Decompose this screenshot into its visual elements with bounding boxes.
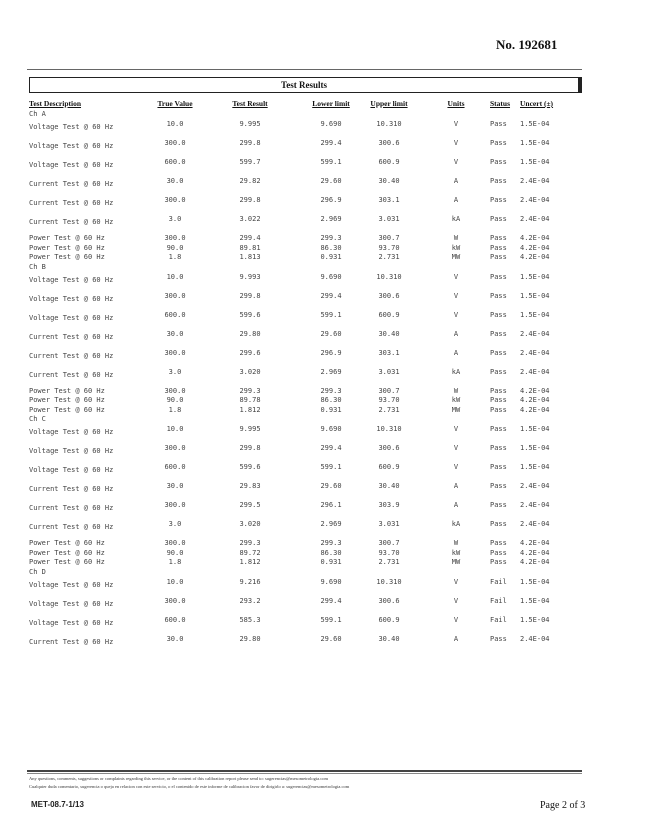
lower-limit-cell: 296.1 [320, 501, 342, 509]
header-uncert: Uncert (±) [520, 99, 554, 108]
test-result-cell: 9.993 [239, 272, 261, 281]
upper-limit-cell: 2.731 [378, 558, 400, 566]
true-value-cell: 90.0 [166, 396, 184, 404]
upper-limit-cell: 300.6 [378, 139, 400, 147]
test-result-cell: 3.022 [239, 215, 261, 223]
test-result-cell: 9.995 [239, 425, 261, 433]
test-result-cell: 299.8 [239, 139, 261, 147]
upper-limit-cell: 600.9 [378, 463, 400, 471]
lower-limit-cell: 0.931 [320, 405, 342, 414]
channel-label: Ch A [29, 110, 46, 118]
units-cell: kA [451, 520, 461, 528]
header-description: Test Description [29, 99, 82, 108]
lower-limit-cell: 9.690 [320, 577, 342, 586]
test-result-cell: 299.8 [239, 196, 261, 204]
lower-limit-cell: 296.9 [320, 348, 342, 357]
status-cell: Pass [490, 158, 507, 166]
lower-limit-cell: 86.30 [320, 548, 342, 557]
test-description: Power Test @ 60 Hz [29, 234, 105, 242]
document-number: No. 192681 [496, 37, 558, 52]
test-result-cell: 1.812 [239, 558, 261, 566]
upper-limit-cell: 10.310 [376, 272, 402, 281]
test-description: Voltage Test @ 60 Hz [29, 161, 114, 169]
units-cell: A [453, 634, 459, 643]
test-description: Current Test @ 60 Hz [29, 332, 114, 341]
lower-limit-cell: 299.4 [320, 139, 342, 147]
uncertainty-cell: 2.4E-04 [520, 501, 550, 509]
upper-limit-cell: 300.6 [378, 444, 400, 452]
test-description: Voltage Test @ 60 Hz [29, 599, 114, 608]
upper-limit-cell: 303.1 [378, 348, 400, 357]
channel-label: Ch B [29, 262, 46, 271]
uncertainty-cell: 1.5E-04 [520, 425, 550, 433]
test-result-cell: 89.78 [239, 396, 261, 404]
units-cell: W [453, 234, 459, 242]
form-id: MET-08.7-1/13 [31, 800, 84, 809]
upper-limit-cell: 30.40 [378, 482, 400, 490]
true-value-cell: 300.0 [164, 596, 186, 605]
test-result-cell: 89.81 [239, 243, 261, 252]
lower-limit-cell: 299.4 [320, 291, 342, 300]
test-description: Voltage Test @ 60 Hz [29, 580, 114, 589]
channel-label: Ch D [29, 567, 46, 576]
upper-limit-cell: 303.1 [378, 196, 400, 204]
units-cell: V [453, 310, 459, 319]
status-cell: Pass [490, 482, 507, 490]
status-cell: Pass [490, 196, 507, 204]
test-description: Voltage Test @ 60 Hz [29, 466, 114, 474]
test-description: Power Test @ 60 Hz [29, 539, 105, 547]
true-value-cell: 3.0 [168, 367, 182, 376]
test-description: Power Test @ 60 Hz [29, 253, 105, 261]
upper-limit-cell: 600.9 [378, 615, 400, 624]
test-description: Current Test @ 60 Hz [29, 637, 114, 646]
test-result-cell: 89.72 [239, 548, 261, 557]
header-true-value: True Value [157, 99, 193, 108]
status-cell: Pass [490, 291, 507, 300]
uncertainty-cell: 1.5E-04 [520, 577, 550, 586]
units-cell: V [453, 596, 459, 605]
header-lower-limit: Lower limit [312, 99, 350, 108]
true-value-cell: 300.0 [164, 501, 186, 509]
bottom-rule-thin [27, 773, 582, 774]
uncertainty-cell: 2.4E-04 [520, 329, 550, 338]
status-cell: Pass [490, 396, 507, 404]
test-description: Power Test @ 60 Hz [29, 558, 105, 566]
uncertainty-cell: 4.2E-04 [520, 243, 550, 252]
upper-limit-cell: 30.40 [378, 329, 400, 338]
uncertainty-cell: 2.4E-04 [520, 482, 550, 490]
header-status: Status [490, 99, 511, 108]
status-cell: Pass [490, 520, 507, 528]
lower-limit-cell: 29.60 [320, 177, 342, 185]
upper-limit-cell: 3.031 [378, 367, 400, 376]
upper-limit-cell: 3.031 [378, 520, 400, 528]
units-cell: V [453, 577, 459, 586]
test-description: Voltage Test @ 60 Hz [29, 447, 114, 455]
true-value-cell: 1.8 [168, 558, 182, 566]
uncertainty-cell: 2.4E-04 [520, 367, 550, 376]
uncertainty-cell: 1.5E-04 [520, 615, 550, 624]
status-cell: Pass [490, 348, 507, 357]
lower-limit-cell: 299.4 [320, 444, 342, 452]
test-description: Current Test @ 60 Hz [29, 199, 114, 207]
status-cell: Pass [490, 272, 507, 281]
true-value-cell: 30.0 [166, 177, 184, 185]
true-value-cell: 90.0 [166, 243, 184, 252]
uncertainty-cell: 2.4E-04 [520, 520, 550, 528]
true-value-cell: 10.0 [166, 577, 184, 586]
lower-limit-cell: 0.931 [320, 253, 342, 261]
upper-limit-cell: 300.6 [378, 291, 400, 300]
status-cell: Pass [490, 558, 507, 566]
units-cell: kA [451, 367, 461, 376]
test-description: Current Test @ 60 Hz [29, 351, 114, 360]
lower-limit-cell: 29.60 [320, 482, 342, 490]
lower-limit-cell: 296.9 [320, 196, 342, 204]
test-description: Current Test @ 60 Hz [29, 485, 114, 493]
test-description: Power Test @ 60 Hz [29, 548, 105, 557]
header-test-result: Test Result [232, 99, 268, 108]
true-value-cell: 600.0 [164, 463, 186, 471]
status-cell: Pass [490, 501, 507, 509]
upper-limit-cell: 93.70 [378, 548, 400, 557]
lower-limit-cell: 2.969 [320, 215, 342, 223]
test-description: Voltage Test @ 60 Hz [29, 428, 114, 436]
true-value-cell: 10.0 [166, 120, 184, 128]
lower-limit-cell: 299.3 [320, 386, 342, 395]
test-result-cell: 3.020 [239, 367, 261, 376]
upper-limit-cell: 30.40 [378, 177, 400, 185]
uncertainty-cell: 4.2E-04 [520, 539, 550, 547]
status-cell: Fail [490, 596, 507, 605]
test-result-cell: 599.6 [239, 310, 261, 319]
upper-limit-cell: 2.731 [378, 405, 400, 414]
uncertainty-cell: 1.5E-04 [520, 310, 550, 319]
true-value-cell: 300.0 [164, 291, 186, 300]
upper-limit-cell: 303.9 [378, 501, 400, 509]
header-units: Units [447, 99, 465, 108]
test-result-cell: 29.82 [239, 177, 261, 185]
status-cell: Pass [490, 177, 507, 185]
test-description: Power Test @ 60 Hz [29, 396, 105, 404]
test-description: Voltage Test @ 60 Hz [29, 123, 114, 131]
units-cell: V [453, 272, 459, 281]
status-cell: Pass [490, 463, 507, 471]
status-cell: Pass [490, 120, 507, 128]
true-value-cell: 300.0 [164, 234, 186, 242]
upper-limit-cell: 10.310 [376, 120, 402, 128]
uncertainty-cell: 2.4E-04 [520, 634, 550, 643]
status-cell: Pass [490, 444, 507, 452]
units-cell: A [453, 329, 459, 338]
units-cell: MW [451, 253, 461, 261]
units-cell: W [453, 386, 459, 395]
lower-limit-cell: 599.1 [320, 310, 342, 319]
footnote-english: Any questions, comments, suggestions or complaints regarding this service, or the content of this calibration report please send to: sugerencias@mesometrologia.com [29, 776, 328, 781]
true-value-cell: 300.0 [164, 196, 186, 204]
test-description: Power Test @ 60 Hz [29, 243, 105, 252]
true-value-cell: 10.0 [166, 272, 184, 281]
lower-limit-cell: 2.969 [320, 520, 342, 528]
true-value-cell: 600.0 [164, 615, 186, 624]
upper-limit-cell: 3.031 [378, 215, 400, 223]
test-result-cell: 1.812 [239, 405, 261, 414]
uncertainty-cell: 1.5E-04 [520, 463, 550, 471]
lower-limit-cell: 86.30 [320, 243, 342, 252]
lower-limit-cell: 9.690 [320, 425, 342, 433]
lower-limit-cell: 9.690 [320, 120, 342, 128]
test-description: Current Test @ 60 Hz [29, 370, 114, 379]
status-cell: Pass [490, 634, 507, 643]
true-value-cell: 1.8 [168, 253, 182, 261]
uncertainty-cell: 4.2E-04 [520, 558, 550, 566]
uncertainty-cell: 1.5E-04 [520, 272, 550, 281]
section-title: Test Results [29, 77, 582, 93]
test-description: Voltage Test @ 60 Hz [29, 142, 114, 150]
uncertainty-cell: 1.5E-04 [520, 444, 550, 452]
upper-limit-cell: 300.7 [378, 539, 400, 547]
lower-limit-cell: 599.1 [320, 615, 342, 624]
status-cell: Pass [490, 329, 507, 338]
test-description: Current Test @ 60 Hz [29, 523, 114, 531]
units-cell: kW [451, 243, 461, 252]
uncertainty-cell: 4.2E-04 [520, 396, 550, 404]
test-result-cell: 299.8 [239, 291, 261, 300]
upper-limit-cell: 30.40 [378, 634, 400, 643]
units-cell: V [453, 291, 459, 300]
true-value-cell: 300.0 [164, 348, 186, 357]
upper-limit-cell: 300.7 [378, 386, 400, 395]
true-value-cell: 90.0 [166, 548, 184, 557]
true-value-cell: 600.0 [164, 158, 186, 166]
test-result-cell: 585.3 [239, 615, 261, 624]
true-value-cell: 600.0 [164, 310, 186, 319]
lower-limit-cell: 599.1 [320, 463, 342, 471]
units-cell: A [453, 501, 459, 509]
test-result-cell: 29.80 [239, 634, 261, 643]
units-cell: W [453, 539, 459, 547]
lower-limit-cell: 299.4 [320, 596, 342, 605]
footnote-spanish: Cualquier duda comentario, sugerencia o queja en relacion con este servicio, o el contenido de este informe de calibracion favor de dirigirlo a: sugerencias@mesometrologia.com [29, 784, 350, 789]
status-cell: Pass [490, 310, 507, 319]
test-result-cell: 299.3 [239, 386, 261, 395]
lower-limit-cell: 86.30 [320, 396, 342, 404]
status-cell: Fail [490, 577, 507, 586]
test-description: Current Test @ 60 Hz [29, 504, 114, 512]
units-cell: kW [451, 396, 461, 404]
lower-limit-cell: 9.690 [320, 272, 342, 281]
uncertainty-cell: 4.2E-04 [520, 253, 550, 261]
units-cell: MW [451, 405, 461, 414]
units-cell: V [453, 425, 459, 433]
upper-limit-cell: 10.310 [376, 577, 402, 586]
true-value-cell: 30.0 [166, 634, 184, 643]
true-value-cell: 30.0 [166, 329, 184, 338]
uncertainty-cell: 1.5E-04 [520, 120, 550, 128]
status-cell: Pass [490, 234, 507, 242]
test-result-cell: 599.7 [239, 158, 261, 166]
true-value-cell: 300.0 [164, 444, 186, 452]
units-cell: A [453, 348, 459, 357]
status-cell: Pass [490, 215, 507, 223]
lower-limit-cell: 2.969 [320, 367, 342, 376]
upper-limit-cell: 300.7 [378, 234, 400, 242]
units-cell: V [453, 463, 459, 471]
uncertainty-cell: 2.4E-04 [520, 348, 550, 357]
status-cell: Pass [490, 548, 507, 557]
test-description: Voltage Test @ 60 Hz [29, 618, 114, 627]
uncertainty-cell: 1.5E-04 [520, 158, 550, 166]
test-description: Voltage Test @ 60 Hz [29, 294, 114, 303]
test-result-cell: 299.4 [239, 234, 261, 242]
units-cell: V [453, 615, 459, 624]
lower-limit-cell: 29.60 [320, 634, 342, 643]
test-result-cell: 29.80 [239, 329, 261, 338]
upper-limit-cell: 93.70 [378, 243, 400, 252]
test-result-cell: 9.995 [239, 120, 261, 128]
upper-limit-cell: 10.310 [376, 425, 402, 433]
test-result-cell: 599.6 [239, 463, 261, 471]
test-result-cell: 299.8 [239, 444, 261, 452]
true-value-cell: 3.0 [168, 215, 182, 223]
upper-limit-cell: 300.6 [378, 596, 400, 605]
test-description: Voltage Test @ 60 Hz [29, 275, 114, 284]
test-result-cell: 9.216 [239, 577, 261, 586]
lower-limit-cell: 599.1 [320, 158, 342, 166]
lower-limit-cell: 299.3 [320, 234, 342, 242]
bottom-rule [27, 770, 582, 772]
status-cell: Pass [490, 539, 507, 547]
test-description: Power Test @ 60 Hz [29, 386, 105, 395]
test-result-cell: 293.2 [239, 596, 261, 605]
units-cell: A [453, 196, 459, 204]
test-result-cell: 299.5 [239, 501, 261, 509]
test-description: Power Test @ 60 Hz [29, 405, 105, 414]
test-result-cell: 299.3 [239, 539, 261, 547]
uncertainty-cell: 2.4E-04 [520, 215, 550, 223]
page-number: Page 2 of 3 [540, 800, 586, 811]
lower-limit-cell: 0.931 [320, 558, 342, 566]
status-cell: Pass [490, 386, 507, 395]
test-description: Voltage Test @ 60 Hz [29, 313, 114, 322]
uncertainty-cell: 1.5E-04 [520, 291, 550, 300]
status-cell: Pass [490, 425, 507, 433]
units-cell: V [453, 444, 459, 452]
status-cell: Pass [490, 243, 507, 252]
units-cell: V [453, 139, 459, 147]
units-cell: kA [451, 215, 461, 223]
test-result-cell: 299.6 [239, 348, 261, 357]
units-cell: kW [451, 548, 461, 557]
status-cell: Pass [490, 253, 507, 261]
test-result-cell: 3.020 [239, 520, 261, 528]
true-value-cell: 30.0 [166, 482, 184, 490]
channel-label: Ch C [29, 415, 46, 423]
test-result-cell: 29.83 [239, 482, 261, 490]
true-value-cell: 10.0 [166, 425, 184, 433]
test-result-cell: 1.813 [239, 253, 261, 261]
uncertainty-cell: 2.4E-04 [520, 177, 550, 185]
uncertainty-cell: 2.4E-04 [520, 196, 550, 204]
true-value-cell: 300.0 [164, 386, 186, 395]
upper-limit-cell: 600.9 [378, 158, 400, 166]
upper-limit-cell: 600.9 [378, 310, 400, 319]
status-cell: Pass [490, 367, 507, 376]
uncertainty-cell: 4.2E-04 [520, 405, 550, 414]
uncertainty-cell: 1.5E-04 [520, 596, 550, 605]
top-rule [27, 69, 582, 70]
true-value-cell: 1.8 [168, 405, 182, 414]
upper-limit-cell: 93.70 [378, 396, 400, 404]
uncertainty-cell: 1.5E-04 [520, 139, 550, 147]
status-cell: Pass [490, 405, 507, 414]
units-cell: V [453, 158, 459, 166]
test-description: Current Test @ 60 Hz [29, 218, 114, 226]
units-cell: MW [451, 558, 461, 566]
test-description: Current Test @ 60 Hz [29, 180, 114, 188]
upper-limit-cell: 2.731 [378, 253, 400, 261]
header-upper-limit: Upper limit [370, 99, 408, 108]
uncertainty-cell: 4.2E-04 [520, 234, 550, 242]
true-value-cell: 300.0 [164, 139, 186, 147]
units-cell: V [453, 120, 459, 128]
true-value-cell: 3.0 [168, 520, 182, 528]
lower-limit-cell: 299.3 [320, 539, 342, 547]
status-cell: Fail [490, 615, 507, 624]
uncertainty-cell: 4.2E-04 [520, 386, 550, 395]
lower-limit-cell: 29.60 [320, 329, 342, 338]
uncertainty-cell: 4.2E-04 [520, 548, 550, 557]
true-value-cell: 300.0 [164, 539, 186, 547]
units-cell: A [453, 177, 459, 185]
status-cell: Pass [490, 139, 507, 147]
units-cell: A [453, 482, 459, 490]
